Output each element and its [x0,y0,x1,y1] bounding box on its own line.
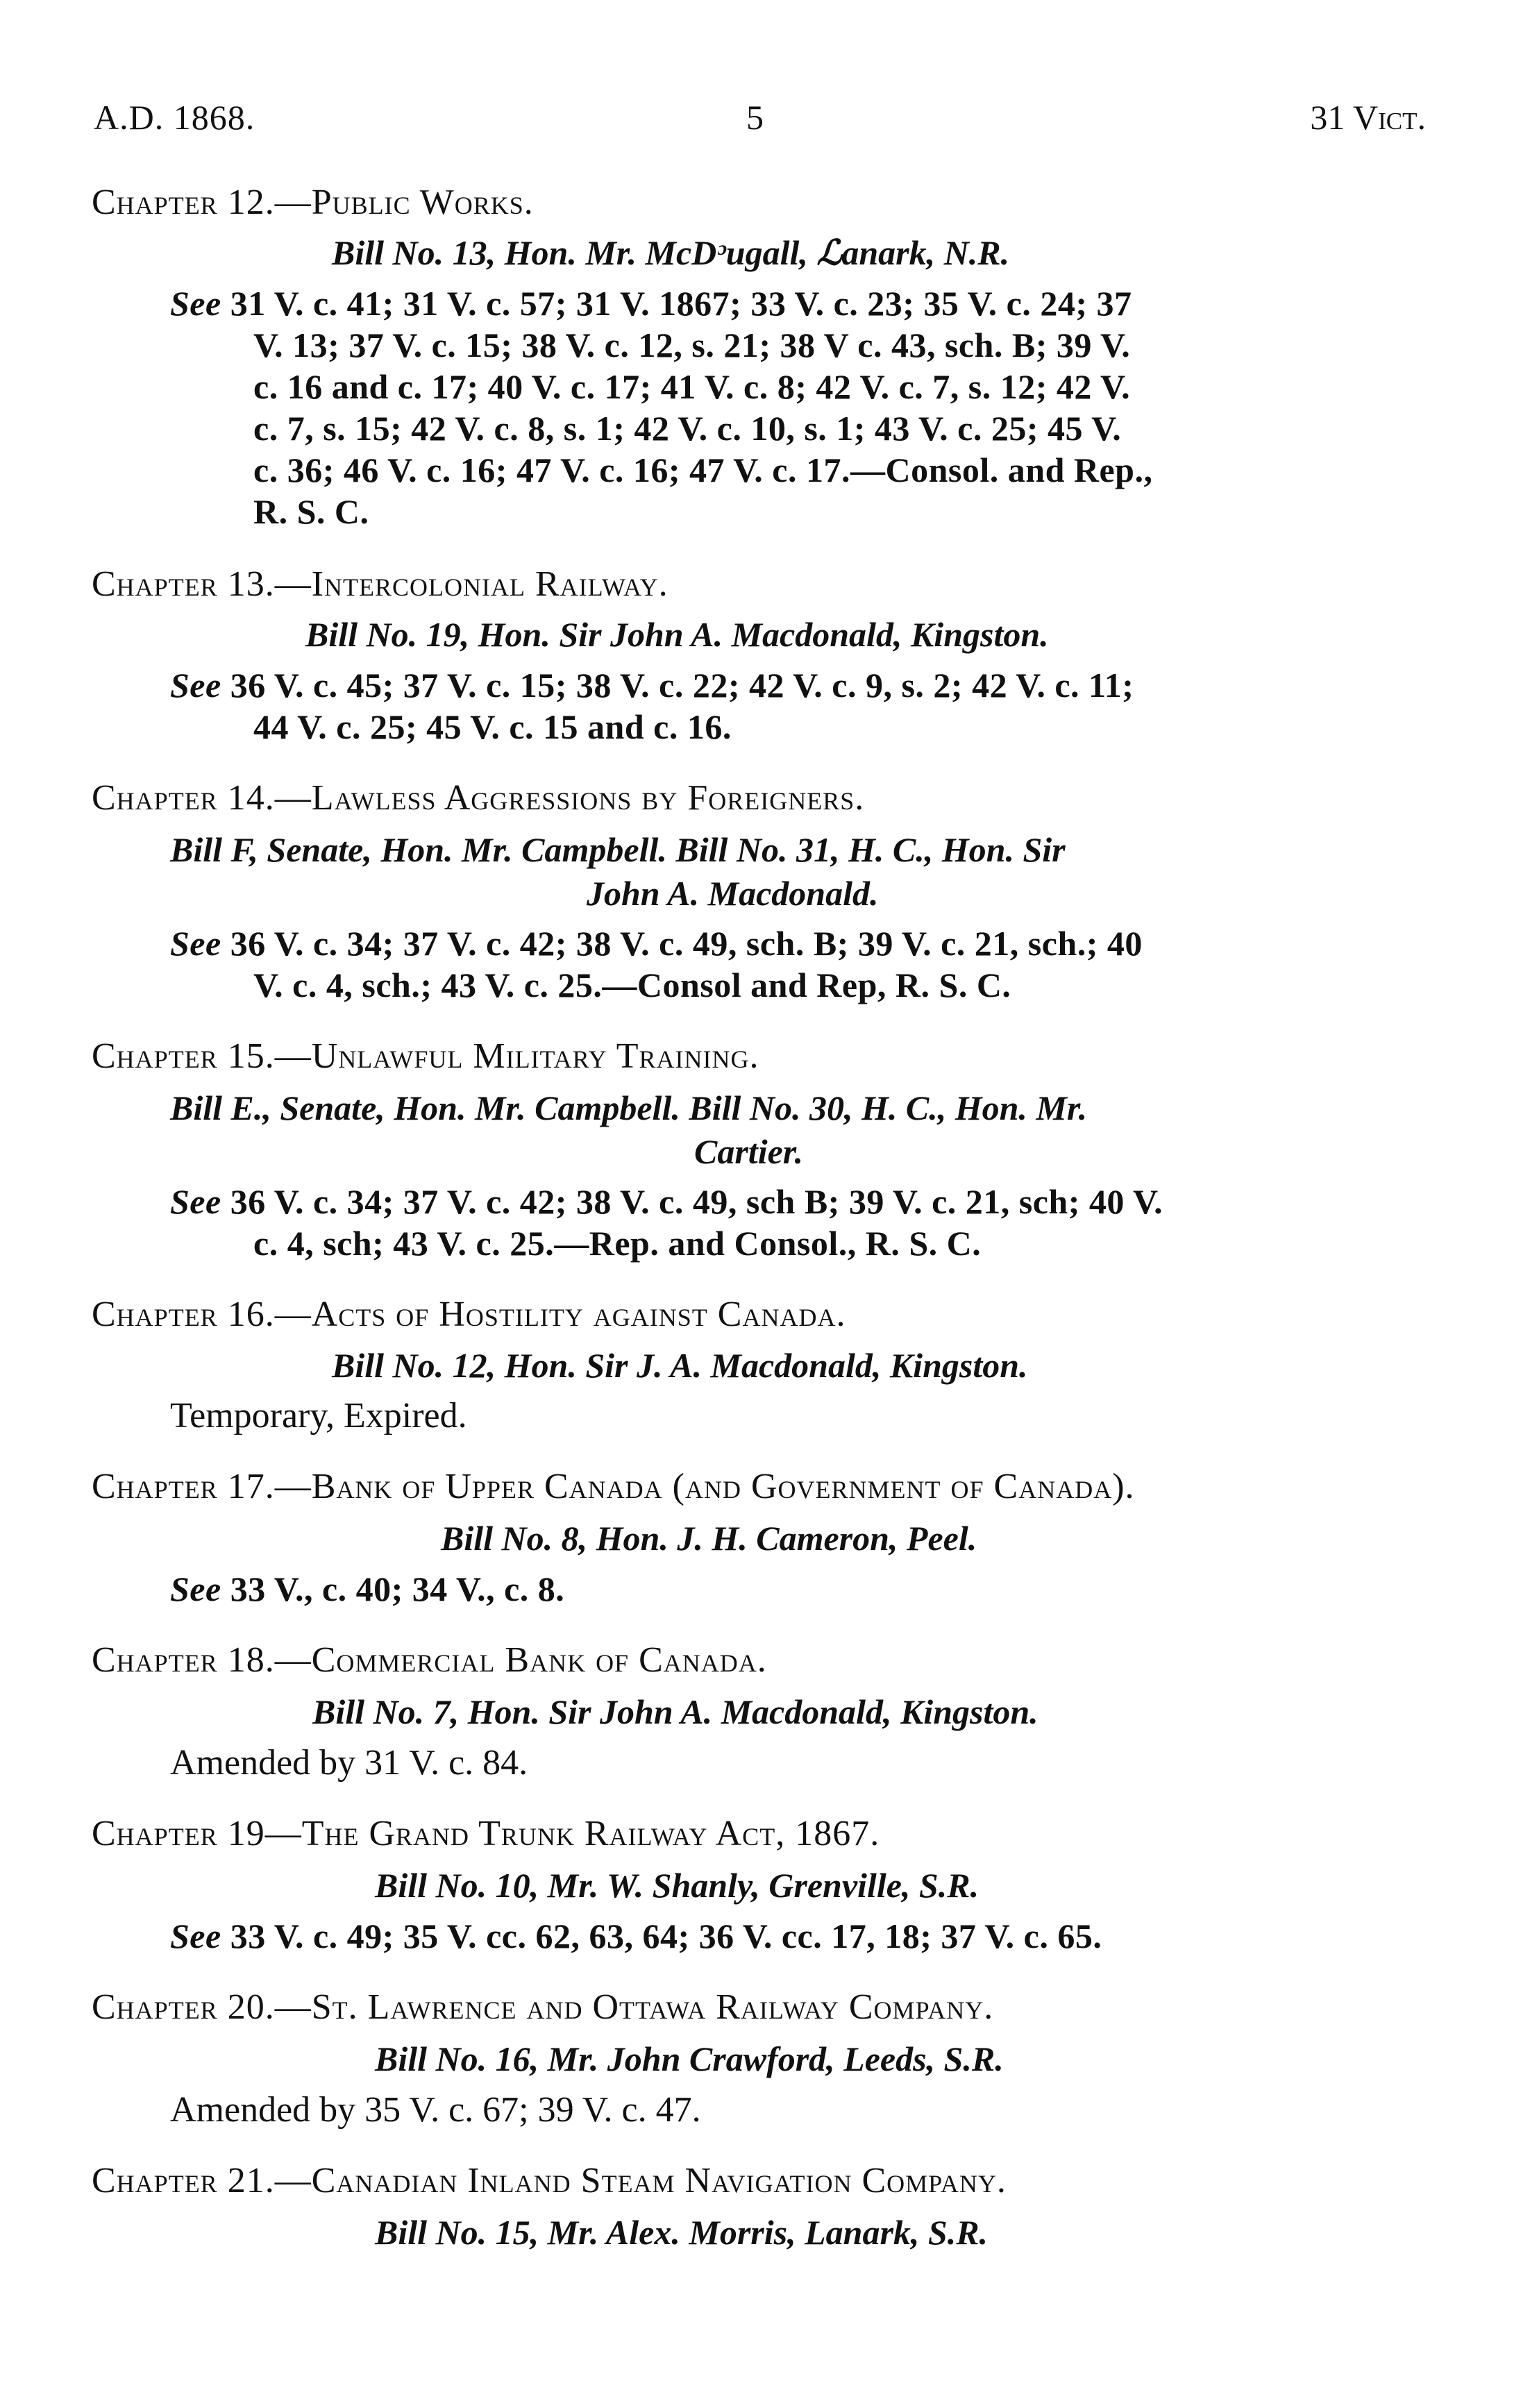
status-note: Amended by 35 V. c. 67; 39 V. c. 47. [170,2090,701,2130]
chapter-heading: Chapter 14.—Lawless Aggressions by Foreigners. [92,778,865,818]
see-references-line [170,1916,1102,1956]
chapter-heading: Chapter 16.—Acts of Hostility against Canada. [92,1295,846,1334]
see-references-line [170,1569,564,1609]
status-note: Temporary, Expired. [170,1396,467,1435]
see-prefix: See [170,666,221,705]
ref-text: 33 V., c. 40; 34 V., c. 8. [230,1569,565,1608]
chapter-heading: Chapter 19—The Grand Trunk Railway Act, 1867. [92,1814,880,1853]
bill-reference: Bill No. 10, Mr. W. Shanly, Grenville, S.R. [375,1866,980,1905]
see-references-line: c. 7, s. 15; 42 V. c. 8, s. 1; 42 V. c. 10, s. 1; 43 V. c. 25; 45 V. [253,409,1122,448]
bill-reference: Bill No. 19, Hon. Sir John A. Macdonald, Kingston. [305,615,1049,654]
chapter-heading: Chapter 18.—Commercial Bank of Canada. [92,1640,767,1680]
see-prefix: See [170,1569,221,1608]
running-head [94,97,1426,146]
page-number: 5 [746,98,764,137]
see-prefix: See [170,924,221,963]
bill-reference: Bill No. 7, Hon. Sir John A. Macdonald, Kingston. [312,1692,1039,1731]
bill-reference: Bill No. 13, Hon. Mr. McDᵓugall, ℒanark, N.R. [332,233,1010,272]
ref-text: 31 V. c. 41; 31 V. c. 57; 31 V. 1867; 33 V. c. 23; 35 V. c. 24; 37 [230,284,1132,323]
bill-reference: Bill No. 12, Hon. Sir J. A. Macdonald, Kingston. [332,1346,1028,1385]
bill-reference: Bill No. 16, Mr. John Crawford, Leeds, S.R. [375,2039,1004,2078]
bill-reference: Bill E., Senate, Hon. Mr. Campbell. Bill No. 30, H. C., Hon. Mr. [170,1088,1088,1127]
see-references-line: R. S. C. [253,492,369,531]
see-references-line: V. 13; 37 V. c. 15; 38 V. c. 12, s. 21; 38 V c. 43, sch. B; 39 V. [253,326,1131,364]
see-references-line: 44 V. c. 25; 45 V. c. 15 and c. 16. [253,707,732,746]
see-prefix: See [170,284,221,323]
chapter-heading: Chapter 13.—Intercolonial Railway. [92,564,669,604]
ref-text: 36 V. c. 34; 37 V. c. 42; 38 V. c. 49, sch B; 39 V. c. 21, sch; 40 V. [230,1182,1163,1221]
see-references-line [170,283,1132,323]
chapter-heading: Chapter 15.—Unlawful Military Training. [92,1036,759,1076]
header-year: A.D. 1868. [94,98,255,137]
see-references-line: c. 36; 46 V. c. 16; 47 V. c. 16; 47 V. c. 17.—Consol. and Rep., [253,451,1153,489]
see-prefix: See [170,1182,221,1221]
chapter-heading: Chapter 21.—Canadian Inland Steam Navigation Company. [92,2161,1007,2200]
bill-reference: Bill No. 15, Mr. Alex. Morris, Lanark, S.R. [375,2213,989,2252]
see-references-line [170,665,1134,705]
chapter-heading: Chapter 17.—Bank of Upper Canada (and Government of Canada). [92,1467,1135,1506]
ref-text: 36 V. c. 45; 37 V. c. 15; 38 V. c. 22; 42 V. c. 9, s. 2; 42 V. c. 11; [230,666,1134,705]
status-note: Amended by 31 V. c. 84. [170,1743,528,1783]
bill-reference: Bill No. 8, Hon. J. H. Cameron, Peel. [441,1519,977,1558]
bill-reference: John A. Macdonald. [587,874,879,913]
bill-reference: Bill F, Senate, Hon. Mr. Campbell. Bill No. 31, H. C., Hon. Sir [170,830,1066,869]
ref-text: 33 V. c. 49; 35 V. cc. 62, 63, 64; 36 V. cc. 17, 18; 37 V. c. 65. [230,1917,1102,1955]
ref-text: 36 V. c. 34; 37 V. c. 42; 38 V. c. 49, sch. B; 39 V. c. 21, sch.; 40 [230,924,1143,963]
chapter-heading: Chapter 12.—Public Works. [92,183,534,222]
see-prefix: See [170,1917,221,1955]
see-references-line: c. 4, sch; 43 V. c. 25.—Rep. and Consol., R. S. C. [253,1224,982,1263]
bill-reference: Cartier. [694,1132,803,1171]
see-references-line [170,1181,1163,1222]
see-references-line: V. c. 4, sch.; 43 V. c. 25.—Consol and Rep, R. S. C. [253,966,1011,1004]
see-references-line: c. 16 and c. 17; 40 V. c. 17; 41 V. c. 8; 42 V. c. 7, s. 12; 42 V. [253,367,1131,406]
see-references-line [170,923,1143,963]
chapter-heading: Chapter 20.—St. Lawrence and Ottawa Railway Company. [92,1987,994,2027]
header-regnal-year: 31 Vict. [1310,98,1426,137]
